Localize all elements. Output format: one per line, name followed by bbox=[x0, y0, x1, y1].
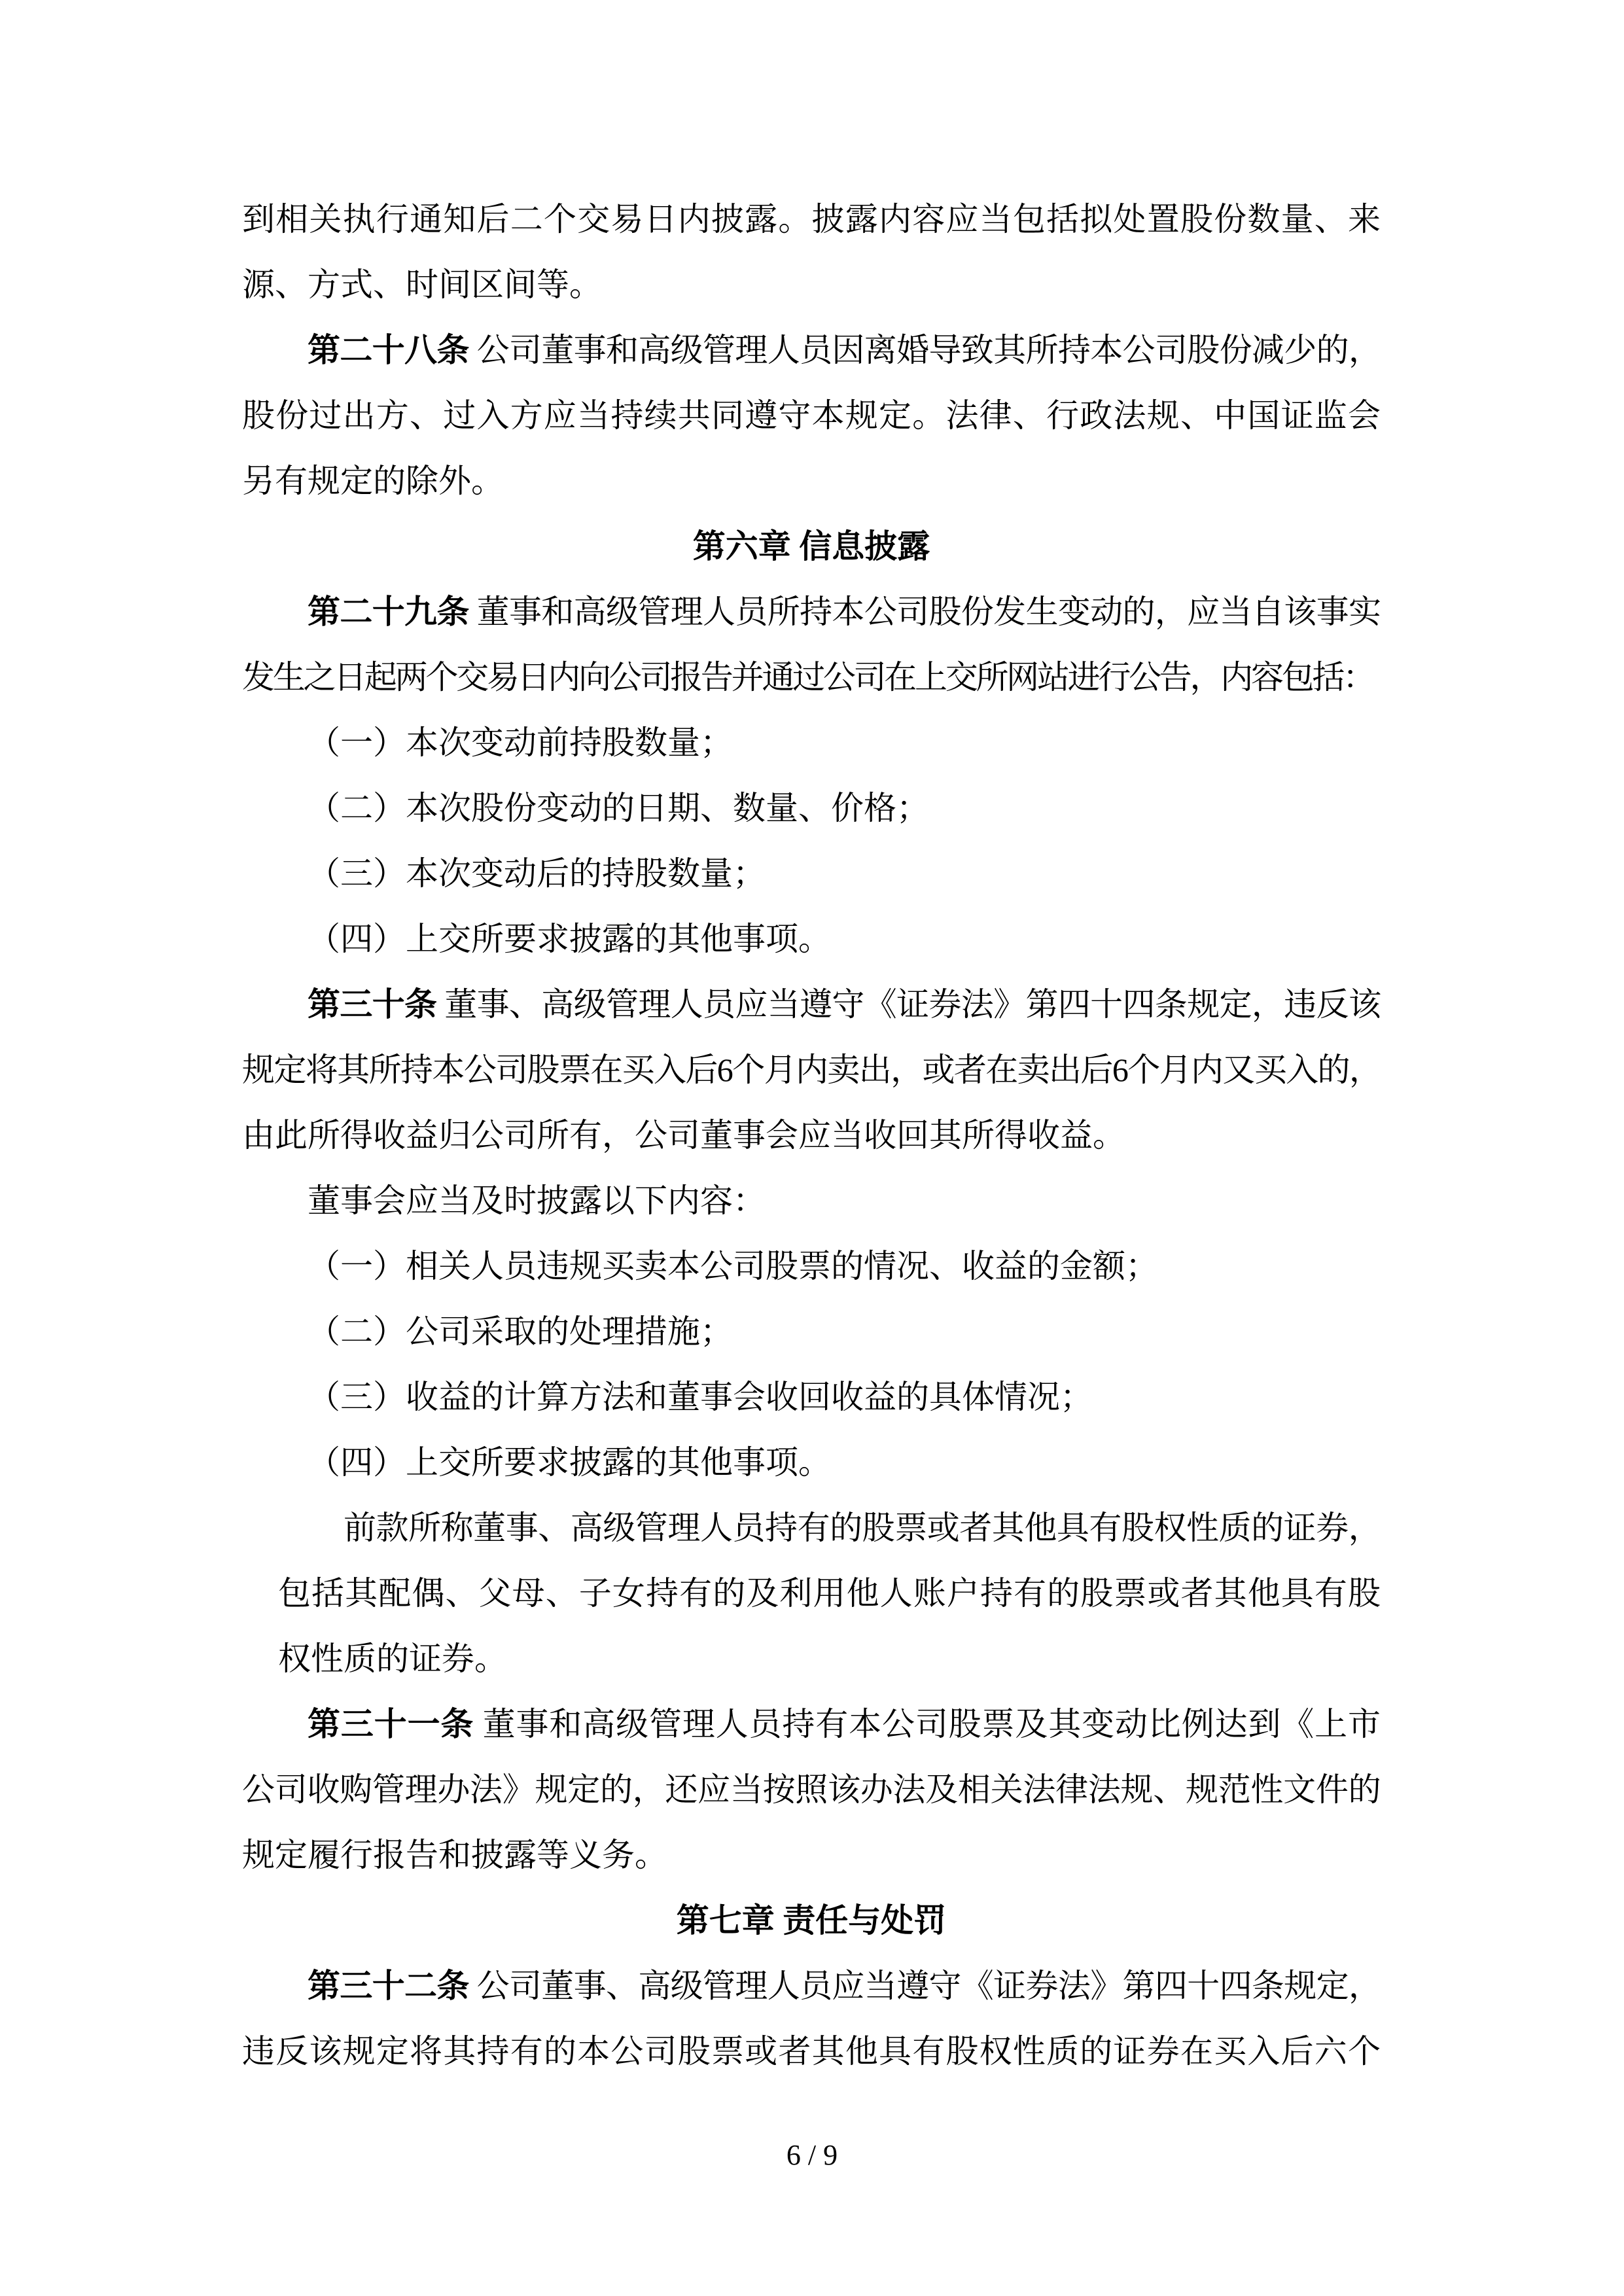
text-line: 第二十九条 董事和高级管理人员所持本公司股份发生变动的，应当自该事实 bbox=[308, 593, 1381, 630]
text-line: 股份过出方、过入方应当持续共同遵守本规定。法律、行政法规、中国证监会 bbox=[242, 397, 1381, 434]
article-number: 第三十二条 bbox=[308, 1968, 469, 2004]
text-line: 规定履行报告和披露等义务。 bbox=[242, 1837, 667, 1873]
page-number: 6 / 9 bbox=[786, 2139, 838, 2171]
text-line: 第三十二条 公司董事、高级管理人员应当遵守《证券法》第四十四条规定， bbox=[308, 1968, 1381, 2004]
text-line: （三）本次变动后的持股数量； bbox=[308, 855, 766, 892]
paragraph bbox=[242, 317, 1381, 514]
text-line: （一）本次变动前持股数量； bbox=[308, 724, 733, 761]
article-number: 第三十条 bbox=[308, 986, 437, 1023]
text-line: 前款所称董事、高级管理人员持有的股票或者其他具有股权性质的证券， bbox=[344, 1510, 1381, 1546]
text-line: 规定将其所持本公司股票在买入后6个月内卖出，或者在卖出后6个月内又买入的， bbox=[242, 1051, 1381, 1088]
paragraph bbox=[242, 1299, 1381, 1364]
chapter-heading: 第七章 责任与处罚 bbox=[676, 1902, 947, 1939]
text-line: （四）上交所要求披露的其他事项。 bbox=[308, 1444, 831, 1481]
text-line: 由此所得收益归公司所有，公司董事会应当收回其所得收益。 bbox=[242, 1117, 1125, 1154]
article-number: 第二十八条 bbox=[308, 332, 469, 368]
document-content bbox=[242, 186, 1381, 2084]
article-number: 第二十九条 bbox=[308, 593, 469, 630]
text-line: 另有规定的除外。 bbox=[242, 463, 504, 499]
text-line: （二）公司采取的处理措施； bbox=[308, 1313, 733, 1350]
text-line: 权性质的证券。 bbox=[278, 1640, 507, 1677]
paragraph bbox=[242, 186, 1381, 317]
paragraph bbox=[242, 1953, 1381, 2084]
text-line: 第二十八条 公司董事和高级管理人员因离婚导致其所持本公司股份减少的， bbox=[308, 332, 1381, 368]
paragraph bbox=[242, 841, 1381, 906]
text-line: 第三十一条 董事和高级管理人员持有本公司股票及其变动比例达到《上市 bbox=[308, 1706, 1381, 1742]
paragraph bbox=[242, 906, 1381, 972]
paragraph bbox=[242, 972, 1381, 1168]
text-line: （三）收益的计算方法和董事会收回收益的具体情况； bbox=[308, 1379, 1093, 1415]
paragraph bbox=[242, 775, 1381, 841]
text-line: 到相关执行通知后二个交易日内披露。披露内容应当包括拟处置股份数量、来 bbox=[242, 201, 1381, 238]
text-line: 发生之日起两个交易日内向公司报告并通过公司在上交所网站进行公告，内容包括： bbox=[242, 659, 1373, 696]
article-number: 第三十一条 bbox=[308, 1706, 474, 1742]
text-line: （一）相关人员违规买卖本公司股票的情况、收益的金额； bbox=[308, 1248, 1158, 1284]
text-line: 违反该规定将其持有的本公司股票或者其他具有股权性质的证券在买入后六个 bbox=[242, 2033, 1381, 2070]
text-line: 第三十条 董事、高级管理人员应当遵守《证券法》第四十四条规定，违反该 bbox=[308, 986, 1381, 1023]
text-line: （二）本次股份变动的日期、数量、价格； bbox=[308, 790, 929, 826]
paragraph bbox=[242, 1364, 1381, 1430]
text-line: 源、方式、时间区间等。 bbox=[242, 266, 602, 303]
text-line: 董事会应当及时披露以下内容： bbox=[308, 1182, 766, 1219]
text-line: 包括其配偶、父母、子女持有的及利用他人账户持有的股票或者其他具有股 bbox=[278, 1575, 1381, 1612]
text-line: （四）上交所要求披露的其他事项。 bbox=[308, 921, 831, 957]
paragraph bbox=[242, 1233, 1381, 1299]
paragraph bbox=[242, 579, 1381, 710]
paragraph bbox=[242, 710, 1381, 775]
text-line: 公司收购管理办法》规定的，还应当按照该办法及相关法律法规、规范性文件的 bbox=[242, 1771, 1381, 1808]
paragraph bbox=[242, 1691, 1381, 1888]
paragraph bbox=[242, 1430, 1381, 1495]
chapter-heading: 第六章 信息披露 bbox=[692, 528, 930, 565]
paragraph bbox=[242, 1168, 1381, 1233]
paragraph bbox=[242, 1495, 1381, 1691]
